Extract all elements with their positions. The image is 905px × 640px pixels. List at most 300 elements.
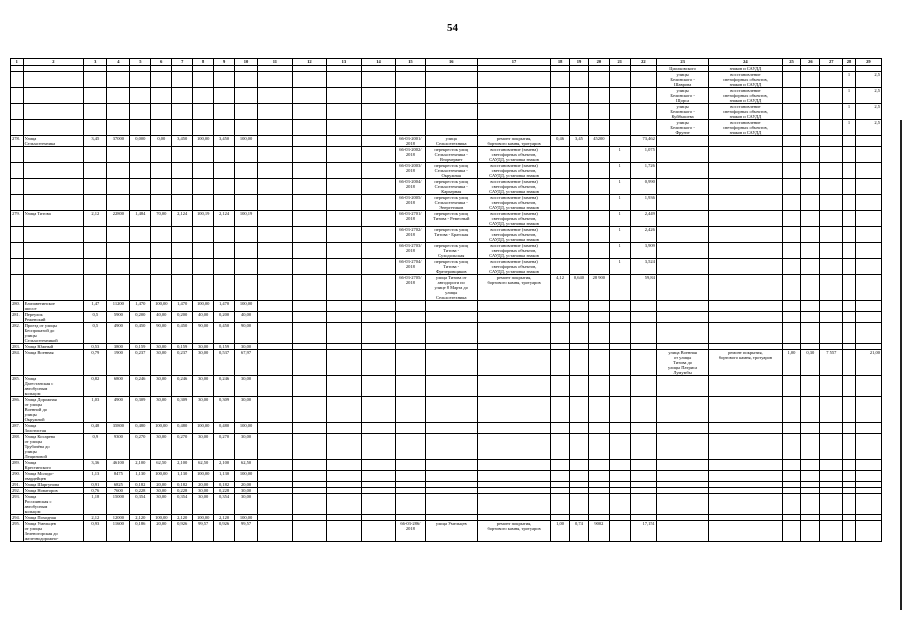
table-cell <box>855 376 881 397</box>
table-cell: 2,5 <box>855 72 881 88</box>
table-row <box>11 136 882 147</box>
table-cell <box>327 120 362 136</box>
table-cell: Улица Шаргунова <box>23 482 84 488</box>
table-cell <box>843 179 856 195</box>
table-cell: 30,00 <box>151 397 172 423</box>
table-cell <box>361 434 396 460</box>
table-cell <box>709 243 782 259</box>
table-cell <box>820 179 843 195</box>
column-number: 28 <box>843 59 856 66</box>
table-cell <box>84 147 107 163</box>
table-cell <box>855 259 881 275</box>
table-cell: 282. <box>11 323 24 344</box>
table-row <box>11 434 882 460</box>
table-cell: 3,909 <box>630 243 656 259</box>
table-cell: 100,00 <box>193 471 214 482</box>
table-cell <box>214 88 235 104</box>
table-cell: 17,151 <box>630 521 656 542</box>
table-cell <box>258 423 293 434</box>
table-cell <box>801 434 820 460</box>
table-cell <box>258 88 293 104</box>
table-cell <box>630 434 656 460</box>
table-cell <box>361 211 396 227</box>
table-cell <box>193 120 214 136</box>
table-cell: 62,50 <box>193 460 214 471</box>
table-cell <box>258 397 293 423</box>
table-cell <box>820 227 843 243</box>
table-cell <box>656 301 708 312</box>
table-cell: 30,00 <box>151 494 172 515</box>
table-cell <box>656 211 708 227</box>
table-cell: 0,186 <box>130 521 151 542</box>
table-cell <box>801 259 820 275</box>
table-cell <box>801 243 820 259</box>
table-cell: Елизаветинское шоссе <box>23 301 84 312</box>
table-cell <box>551 376 570 397</box>
table-cell <box>396 350 425 376</box>
table-cell: 0,30 <box>801 350 820 376</box>
table-cell: 0,990 <box>630 179 656 195</box>
table-cell <box>609 323 630 344</box>
table-cell: 0,5 <box>84 312 107 323</box>
table-cell <box>588 301 609 312</box>
table-cell <box>258 376 293 397</box>
table-cell: 1,470 <box>172 301 193 312</box>
table-cell: 100,00 <box>151 471 172 482</box>
table-cell <box>843 301 856 312</box>
column-number: 22 <box>630 59 656 66</box>
table-cell <box>23 72 84 88</box>
table-row <box>11 104 882 120</box>
table-cell: 100,00 <box>151 301 172 312</box>
table-cell <box>425 323 477 344</box>
table-cell: 40,00 <box>193 312 214 323</box>
table-cell <box>609 88 630 104</box>
table-cell <box>855 243 881 259</box>
table-cell: 0,48 <box>84 423 107 434</box>
table-cell <box>214 163 235 179</box>
table-cell <box>327 423 362 434</box>
table-cell <box>396 120 425 136</box>
table-cell <box>84 259 107 275</box>
table-cell <box>630 301 656 312</box>
table-cell: 0,79 <box>84 350 107 376</box>
table-cell <box>193 147 214 163</box>
table-cell <box>570 301 589 312</box>
table-cell <box>570 179 589 195</box>
table-cell <box>292 494 327 515</box>
table-cell <box>843 259 856 275</box>
table-cell: 4900 <box>107 323 130 344</box>
table-cell: перекресток улиц Сельхозтехника - Энергетиков <box>425 195 477 211</box>
table-cell: Улица Сельхозтехника <box>23 136 84 147</box>
table-cell <box>855 460 881 471</box>
table-cell <box>151 72 172 88</box>
table-cell <box>151 147 172 163</box>
table-cell: 66-03-2702/ 2018 <box>396 227 425 243</box>
table-cell <box>630 376 656 397</box>
table-cell <box>84 104 107 120</box>
table-cell <box>588 312 609 323</box>
table-cell: Улица Умельцев от улицы Зеленогорская до железнодорожно- <box>23 521 84 542</box>
table-cell <box>656 163 708 179</box>
table-cell <box>551 227 570 243</box>
column-number: 16 <box>425 59 477 66</box>
table-row <box>11 494 882 515</box>
table-cell <box>214 243 235 259</box>
table-cell <box>570 195 589 211</box>
table-cell <box>292 72 327 88</box>
table-cell <box>23 243 84 259</box>
table-cell <box>214 275 235 301</box>
table-cell <box>172 147 193 163</box>
table-cell <box>782 397 801 423</box>
table-cell <box>327 88 362 104</box>
table-cell: 66-03-2703/ 2018 <box>396 243 425 259</box>
table-cell: 100,00 <box>193 423 214 434</box>
table-cell: 66-03-2002/ 2018 <box>396 147 425 163</box>
column-number: 19 <box>570 59 589 66</box>
table-cell <box>327 243 362 259</box>
table-cell: 6825 <box>107 482 130 488</box>
table-cell: 1 <box>609 243 630 259</box>
table-cell <box>107 72 130 88</box>
table-cell: 30,00 <box>151 434 172 460</box>
table-cell <box>855 397 881 423</box>
column-number: 29 <box>855 59 881 66</box>
table-cell <box>855 136 881 147</box>
table-cell <box>425 397 477 423</box>
table-cell: 2,120 <box>214 515 235 521</box>
table-cell: 90,00 <box>193 323 214 344</box>
table-cell <box>820 460 843 471</box>
table-cell <box>214 104 235 120</box>
table-cell <box>782 211 801 227</box>
table-cell <box>151 243 172 259</box>
table-cell <box>709 211 782 227</box>
table-cell <box>107 120 130 136</box>
table-cell <box>258 471 293 482</box>
table-cell <box>820 323 843 344</box>
table-cell <box>801 147 820 163</box>
table-cell <box>258 323 293 344</box>
table-cell <box>258 227 293 243</box>
table-cell <box>630 397 656 423</box>
table-cell <box>588 179 609 195</box>
table-cell: 90,00 <box>151 323 172 344</box>
table-cell: Улица Южный <box>23 344 84 350</box>
column-number: 21 <box>609 59 630 66</box>
table-cell: 290. <box>11 471 24 482</box>
table-cell <box>292 275 327 301</box>
table-row <box>11 259 882 275</box>
table-cell: 7600 <box>107 488 130 494</box>
table-cell <box>820 147 843 163</box>
table-cell <box>361 323 396 344</box>
table-cell <box>801 301 820 312</box>
table-cell <box>570 350 589 376</box>
table-cell <box>801 521 820 542</box>
table-cell: 285. <box>11 376 24 397</box>
table-cell: 1 <box>609 147 630 163</box>
table-cell: 2,426 <box>630 227 656 243</box>
column-number-row <box>11 59 882 66</box>
table-cell <box>855 147 881 163</box>
table-cell <box>551 471 570 482</box>
table-cell: 0,00 <box>151 136 172 147</box>
table-cell <box>361 301 396 312</box>
table-cell <box>656 460 708 471</box>
table-cell: 1 <box>843 72 856 88</box>
table-cell <box>327 350 362 376</box>
column-number: 20 <box>588 59 609 66</box>
table-cell <box>235 243 258 259</box>
table-row <box>11 227 882 243</box>
table-cell: 66-03-2005/ 2018 <box>396 195 425 211</box>
table-cell: 1 <box>609 211 630 227</box>
table-cell <box>709 179 782 195</box>
table-cell <box>327 521 362 542</box>
table-cell <box>843 521 856 542</box>
table-cell: 20,00 <box>151 521 172 542</box>
table-cell <box>214 120 235 136</box>
table-cell <box>151 227 172 243</box>
table-cell: 2,120 <box>130 515 151 521</box>
table-cell <box>801 397 820 423</box>
table-cell <box>151 259 172 275</box>
table-cell: Улица Россиянская с автобусным кольцом <box>23 494 84 515</box>
table-cell <box>570 88 589 104</box>
table-cell <box>656 259 708 275</box>
table-cell <box>801 471 820 482</box>
table-cell <box>709 323 782 344</box>
column-number: 23 <box>656 59 708 66</box>
table-cell: улицы Белинского - Фрунзе <box>656 120 708 136</box>
table-cell <box>258 312 293 323</box>
column-number: 4 <box>107 59 130 66</box>
table-cell <box>551 494 570 515</box>
table-cell <box>630 460 656 471</box>
table-cell <box>551 434 570 460</box>
scan-edge-line <box>900 120 902 610</box>
table-cell <box>172 275 193 301</box>
table-cell: 66-03-2704/ 2018 <box>396 259 425 275</box>
table-cell: 0,237 <box>172 350 193 376</box>
table-cell <box>609 104 630 120</box>
table-cell: Улица Крестинского <box>23 460 84 471</box>
table-cell: 20,00 <box>235 482 258 488</box>
table-cell <box>11 259 24 275</box>
table-cell <box>193 104 214 120</box>
table-cell: 100,00 <box>151 423 172 434</box>
table-cell <box>23 275 84 301</box>
table-cell <box>609 471 630 482</box>
table-cell <box>656 376 708 397</box>
table-cell <box>843 350 856 376</box>
table-cell <box>130 227 151 243</box>
table-cell <box>107 243 130 259</box>
table-cell <box>588 88 609 104</box>
column-number: 27 <box>820 59 843 66</box>
table-cell <box>107 195 130 211</box>
table-cell: 0,76 <box>84 488 107 494</box>
column-number: 6 <box>151 59 172 66</box>
table-cell <box>570 211 589 227</box>
table-cell <box>11 275 24 301</box>
table-cell <box>782 471 801 482</box>
table-cell: 100,00 <box>235 515 258 521</box>
table-cell: 30,00 <box>235 488 258 494</box>
table-cell: 1,936 <box>630 195 656 211</box>
table-cell <box>361 163 396 179</box>
table-cell <box>843 136 856 147</box>
table-cell <box>396 104 425 120</box>
table-cell <box>84 120 107 136</box>
table-cell <box>425 72 477 88</box>
table-cell <box>258 179 293 195</box>
table-cell: 1900 <box>107 350 130 376</box>
column-number: 18 <box>551 59 570 66</box>
table-cell <box>609 434 630 460</box>
table-cell: 2,124 <box>214 211 235 227</box>
table-cell <box>570 323 589 344</box>
table-cell <box>588 195 609 211</box>
table-cell <box>630 350 656 376</box>
table-cell <box>327 136 362 147</box>
table-cell <box>130 104 151 120</box>
table-cell <box>292 397 327 423</box>
table-cell <box>84 72 107 88</box>
table-cell: 66-03-2701/ 2018 <box>396 211 425 227</box>
table-cell: 0,200 <box>172 312 193 323</box>
table-cell <box>258 350 293 376</box>
table-cell: 3,524 <box>630 259 656 275</box>
table-cell <box>193 88 214 104</box>
table-cell <box>551 195 570 211</box>
table-cell: 0,309 <box>214 397 235 423</box>
table-cell: 0,228 <box>130 488 151 494</box>
table-cell <box>396 312 425 323</box>
column-number: 9 <box>214 59 235 66</box>
table-cell <box>84 275 107 301</box>
table-cell: Улица Косарева от улицы Трубачёва до улицы Лещиновой <box>23 434 84 460</box>
table-cell <box>656 136 708 147</box>
table-cell <box>258 243 293 259</box>
table-cell <box>588 323 609 344</box>
table-cell: 0,200 <box>130 312 151 323</box>
table-cell <box>258 120 293 136</box>
table-cell <box>843 195 856 211</box>
table-cell <box>361 147 396 163</box>
table-cell <box>235 227 258 243</box>
table-cell <box>292 104 327 120</box>
table-cell <box>193 163 214 179</box>
table-cell <box>843 243 856 259</box>
table-cell <box>327 301 362 312</box>
table-cell <box>258 434 293 460</box>
table-cell: 90,00 <box>235 323 258 344</box>
table-cell: 8475 <box>107 471 130 482</box>
table-cell: 15000 <box>107 494 130 515</box>
table-cell <box>551 211 570 227</box>
table-cell <box>820 211 843 227</box>
table-cell <box>327 434 362 460</box>
table-cell: 0,926 <box>214 521 235 542</box>
table-cell <box>609 312 630 323</box>
table-cell <box>258 136 293 147</box>
table-cell <box>656 494 708 515</box>
table-cell: восстановление светофорных объектов, знаков и САУДД <box>709 72 782 88</box>
table-cell <box>235 88 258 104</box>
column-number: 5 <box>130 59 151 66</box>
table-cell <box>84 163 107 179</box>
table-cell <box>551 243 570 259</box>
table-cell <box>151 163 172 179</box>
table-row <box>11 521 882 542</box>
table-cell: Улица Походная <box>23 515 84 521</box>
table-cell <box>258 147 293 163</box>
table-cell: 73,462 <box>630 136 656 147</box>
table-cell: улица Умельцев <box>425 521 477 542</box>
table-cell <box>609 301 630 312</box>
table-cell: восстановление (замена) светофорных объектов, САУДД, установка знаков <box>477 211 550 227</box>
table-cell: 0,159 <box>130 344 151 350</box>
table-cell: 1 <box>609 179 630 195</box>
table-cell <box>214 147 235 163</box>
table-cell <box>782 227 801 243</box>
table-cell: 99,57 <box>235 521 258 542</box>
table-cell: 1,130 <box>130 471 151 482</box>
table-cell: Циолковского <box>656 66 708 72</box>
table-cell <box>292 243 327 259</box>
table-cell <box>292 471 327 482</box>
table-cell <box>11 88 24 104</box>
table-cell <box>292 163 327 179</box>
table-cell <box>709 259 782 275</box>
table-cell: 30,00 <box>151 488 172 494</box>
table-cell <box>630 494 656 515</box>
table-cell <box>782 376 801 397</box>
table-cell: 0,93 <box>84 521 107 542</box>
table-cell <box>361 120 396 136</box>
table-cell <box>361 195 396 211</box>
table-cell <box>588 434 609 460</box>
table-cell <box>425 494 477 515</box>
table-cell: 1,075 <box>630 147 656 163</box>
table-cell <box>609 136 630 147</box>
table-cell <box>327 312 362 323</box>
table-cell: 0,182 <box>214 482 235 488</box>
table-cell <box>107 104 130 120</box>
table-row <box>11 120 882 136</box>
table-cell: 2,449 <box>630 211 656 227</box>
table-cell: восстановление (замена) светофорных объектов, САУДД, установка знаков <box>477 163 550 179</box>
table-row <box>11 243 882 259</box>
table-cell: перекресток улиц Сельхозтехника - Окружная <box>425 163 477 179</box>
table-cell <box>656 179 708 195</box>
table-cell <box>855 163 881 179</box>
table-cell <box>630 423 656 434</box>
table-cell: 0,91 <box>84 482 107 488</box>
table-cell <box>551 423 570 434</box>
table-cell: 0,480 <box>130 423 151 434</box>
table-cell <box>609 120 630 136</box>
table-cell <box>214 195 235 211</box>
table-row <box>11 312 882 323</box>
table-cell <box>609 275 630 301</box>
table-cell <box>855 323 881 344</box>
table-cell <box>361 460 396 471</box>
